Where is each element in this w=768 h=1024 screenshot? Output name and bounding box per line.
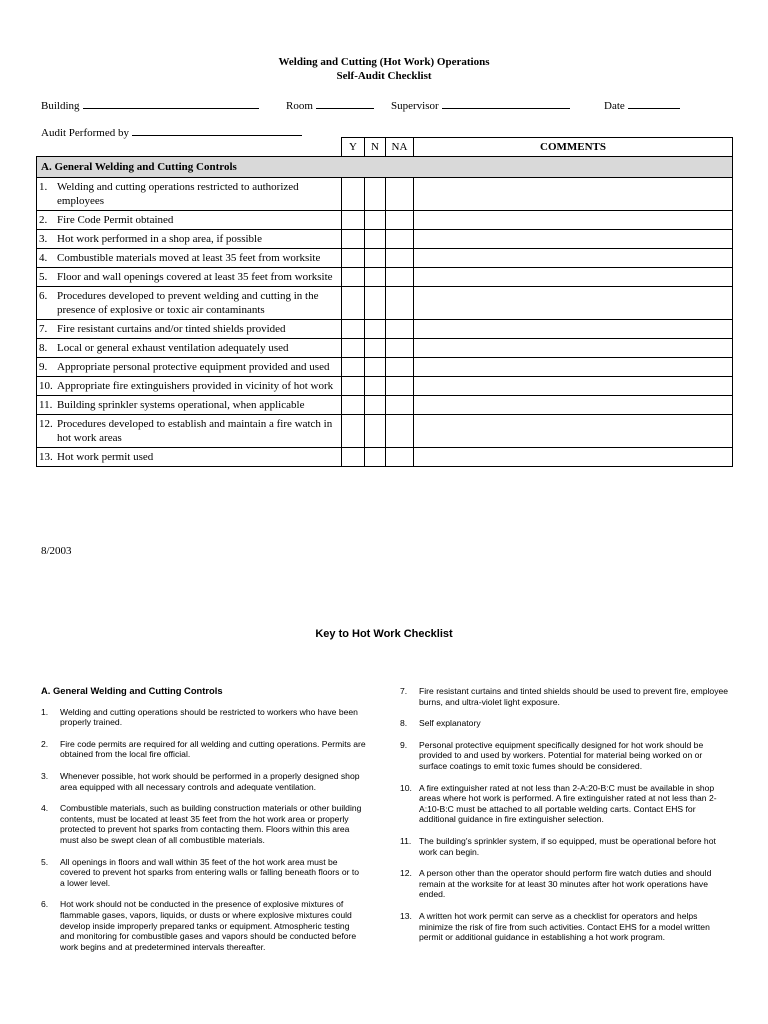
building-field[interactable] xyxy=(41,97,259,112)
key-title: Key to Hot Work Checklist xyxy=(315,628,453,640)
item-number: 8. xyxy=(39,342,48,354)
item-text: Appropriate fire extinguishers provided in vicinity of hot work xyxy=(57,380,334,392)
na-cell[interactable] xyxy=(386,268,414,287)
audit-performed-label: Audit Performed by xyxy=(41,127,129,139)
yes-cell[interactable] xyxy=(342,320,365,339)
key-item-text: Combustible materials, such as building construction materials or other building contents, must be located at least 35 feet from the hot work area or properly protected to prevent hot sparks from contacting them. Floors within this area must also be swept clean of all combustible materials. xyxy=(60,803,362,845)
room-blank[interactable] xyxy=(316,97,374,109)
no-cell[interactable] xyxy=(365,287,386,320)
section-heading: A. General Welding and Cutting Controls xyxy=(37,157,733,178)
item-text: Appropriate personal protective equipment provided and used xyxy=(57,361,330,373)
comments-cell[interactable] xyxy=(414,249,733,268)
na-cell[interactable] xyxy=(386,377,414,396)
key-item xyxy=(400,868,730,900)
key-item xyxy=(41,707,366,728)
item-cell xyxy=(37,339,342,358)
key-item xyxy=(400,718,730,729)
key-section-heading: A. General Welding and Cutting Controls xyxy=(41,685,223,696)
table-row xyxy=(37,249,733,268)
date-blank[interactable] xyxy=(628,97,680,109)
table-row xyxy=(37,287,733,320)
key-item-number: 7. xyxy=(400,686,408,696)
table-row xyxy=(37,211,733,230)
na-cell[interactable] xyxy=(386,287,414,320)
no-cell[interactable] xyxy=(365,249,386,268)
item-cell xyxy=(37,415,342,448)
table-row xyxy=(37,339,733,358)
col-comments-header: COMMENTS xyxy=(414,138,733,157)
item-number: 5. xyxy=(39,271,48,283)
item-number: 4. xyxy=(39,252,48,264)
key-item-number: 10. xyxy=(400,782,412,793)
table-row xyxy=(37,358,733,377)
building-label: Building xyxy=(41,100,80,112)
item-number: 1. xyxy=(39,181,48,193)
item-number: 6. xyxy=(39,290,48,302)
checklist-table xyxy=(36,137,733,467)
no-cell[interactable] xyxy=(365,211,386,230)
key-item-text: Fire resistant curtains and tinted shields should be used to prevent fire, employee burns, and ultra-violet light exposure. xyxy=(419,686,729,707)
key-item-number: 11. xyxy=(400,835,412,846)
key-item xyxy=(41,857,366,889)
table-row xyxy=(37,415,733,448)
na-cell[interactable] xyxy=(386,339,414,358)
yes-cell[interactable] xyxy=(342,358,365,377)
key-item-text: All openings in floors and wall within 35 feet of the hot work area must be covered to prevent hot sparks from entering walls or falling beneath floors or to a lower level. xyxy=(60,856,360,888)
key-item-number: 9. xyxy=(400,739,408,750)
no-cell[interactable] xyxy=(365,415,386,448)
key-item-text: Hot work should not be conducted in the presence of explosive mixtures of flammable gases, vapors, liquids, or dusts or where explosive mixtures could develop inside improperly prepared tanks or equipment. Atmospheric testing and monitoring for combustible gases and vapors should be conducted before work begins and at predetermined intervals thereafter. xyxy=(60,899,357,952)
yes-cell[interactable] xyxy=(342,287,365,320)
comments-cell[interactable] xyxy=(414,339,733,358)
key-item xyxy=(41,739,366,760)
no-cell[interactable] xyxy=(365,377,386,396)
revision-date: 8/2003 xyxy=(41,545,72,557)
item-number: 10. xyxy=(39,380,53,392)
key-item xyxy=(400,836,730,857)
audit-performed-blank[interactable] xyxy=(132,124,302,136)
item-number: 13. xyxy=(39,451,53,463)
item-number: 11. xyxy=(39,399,53,411)
item-cell xyxy=(37,268,342,287)
key-item xyxy=(41,803,366,845)
supervisor-field[interactable] xyxy=(391,97,570,112)
key-item-number: 13. xyxy=(400,910,412,921)
na-cell[interactable] xyxy=(386,249,414,268)
no-cell[interactable] xyxy=(365,358,386,377)
key-item xyxy=(400,783,730,825)
key-item-text: A fire extinguisher rated at not less than 2-A:20-B:C must be available in shop areas where hot work is performed. A fire extinguisher rated at not less than 2-A:10-B:C must be attached to all portable welding carts. Contact EHS for additional guidance in fire extinguisher selection. xyxy=(419,782,717,825)
key-item-text: The building's sprinkler system, if so equipped, must be operational before hot work can begin. xyxy=(419,835,716,857)
comments-cell[interactable] xyxy=(414,396,733,415)
item-text: Welding and cutting operations restricted to authorized employees xyxy=(57,181,299,207)
comments-cell[interactable] xyxy=(414,358,733,377)
key-item-number: 1. xyxy=(41,706,49,717)
item-number: 9. xyxy=(39,361,48,373)
key-item-number: 6. xyxy=(41,899,49,910)
comments-cell[interactable] xyxy=(414,178,733,211)
item-text: Floor and wall openings covered at least 35 feet from worksite xyxy=(57,271,333,283)
comments-cell[interactable] xyxy=(414,448,733,467)
supervisor-blank[interactable] xyxy=(442,97,570,109)
item-cell xyxy=(37,377,342,396)
table-row xyxy=(37,320,733,339)
na-cell[interactable] xyxy=(386,211,414,230)
na-cell[interactable] xyxy=(386,178,414,211)
section-row xyxy=(37,157,733,178)
key-item xyxy=(41,899,366,952)
header-spacer xyxy=(37,138,342,157)
key-item-number: 3. xyxy=(41,770,49,781)
item-number: 3. xyxy=(39,233,48,245)
item-cell xyxy=(37,249,342,268)
yes-cell[interactable] xyxy=(342,268,365,287)
key-item-text: Fire code permits are required for all welding and cutting operations. Permits are obtained from the local fire official. xyxy=(60,738,366,760)
key-left-column xyxy=(41,686,366,963)
key-item xyxy=(400,911,730,943)
item-cell xyxy=(37,230,342,249)
table-row xyxy=(37,448,733,467)
key-item-text: A written hot work permit can serve as a checklist for operators and helps minimize the risk of fire from such activities. Contact EHS for a model written permit or additional guidance in establishing a hot work program. xyxy=(419,910,710,943)
item-cell xyxy=(37,448,342,467)
table-row xyxy=(37,178,733,211)
key-item-text: Welding and cutting operations should be restricted to workers who have been properly trained. xyxy=(60,706,358,728)
no-cell[interactable] xyxy=(365,178,386,211)
supervisor-label: Supervisor xyxy=(391,100,439,112)
key-item xyxy=(41,771,366,792)
key-item-text: Personal protective equipment specifically designed for hot work should be provided to and used by workers. Potential for material being worked on or surface coatings to emit toxic fumes should be considered. xyxy=(419,739,704,771)
col-yes-header: Y xyxy=(342,138,365,157)
document-subtitle: Self-Audit Checklist xyxy=(336,70,432,82)
key-item-text: Whenever possible, hot work should be performed in a properly designed shop area equipped with all necessary controls and adequate ventilation. xyxy=(60,770,360,792)
building-blank[interactable] xyxy=(83,97,259,109)
na-cell[interactable] xyxy=(386,230,414,249)
na-cell[interactable] xyxy=(386,320,414,339)
na-cell[interactable] xyxy=(386,415,414,448)
table-row xyxy=(37,396,733,415)
comments-cell[interactable] xyxy=(414,320,733,339)
item-cell xyxy=(37,211,342,230)
no-cell[interactable] xyxy=(365,268,386,287)
date-field[interactable] xyxy=(604,97,680,112)
key-item-number: 8. xyxy=(400,718,408,729)
no-cell[interactable] xyxy=(365,339,386,358)
col-na-header: NA xyxy=(386,138,414,157)
key-right-column xyxy=(400,686,730,954)
yes-cell[interactable] xyxy=(342,178,365,211)
date-label: Date xyxy=(604,100,625,112)
room-field[interactable] xyxy=(286,97,374,112)
yes-cell[interactable] xyxy=(342,249,365,268)
na-cell[interactable] xyxy=(386,358,414,377)
document-title: Welding and Cutting (Hot Work) Operations xyxy=(278,56,490,68)
item-number: 7. xyxy=(39,323,48,335)
item-number: 2. xyxy=(39,214,48,226)
no-cell[interactable] xyxy=(365,320,386,339)
table-header-row xyxy=(37,138,733,157)
table-row xyxy=(37,268,733,287)
item-cell xyxy=(37,320,342,339)
item-text: Combustible materials moved at least 35 feet from worksite xyxy=(57,252,321,264)
item-text: Hot work permit used xyxy=(57,451,154,463)
yes-cell[interactable] xyxy=(342,339,365,358)
room-label: Room xyxy=(286,100,313,112)
item-cell xyxy=(37,178,342,211)
yes-cell[interactable] xyxy=(342,448,365,467)
na-cell[interactable] xyxy=(386,396,414,415)
comments-cell[interactable] xyxy=(414,211,733,230)
item-cell xyxy=(37,287,342,320)
comments-cell[interactable] xyxy=(414,268,733,287)
yes-cell[interactable] xyxy=(342,415,365,448)
comments-cell[interactable] xyxy=(414,415,733,448)
na-cell[interactable] xyxy=(386,448,414,467)
comments-cell[interactable] xyxy=(414,377,733,396)
key-item-number: 5. xyxy=(41,856,49,867)
col-no-header: N xyxy=(365,138,386,157)
table-row xyxy=(37,230,733,249)
item-number: 12. xyxy=(39,418,53,430)
item-cell xyxy=(37,396,342,415)
item-cell xyxy=(37,358,342,377)
item-text: Building sprinkler systems operational, when applicable xyxy=(57,399,305,411)
item-text: Hot work performed in a shop area, if possible xyxy=(57,233,262,245)
yes-cell[interactable] xyxy=(342,211,365,230)
no-cell[interactable] xyxy=(365,396,386,415)
comments-cell[interactable] xyxy=(414,230,733,249)
item-text: Procedures developed to establish and maintain a fire watch in hot work areas xyxy=(57,418,333,444)
key-item xyxy=(400,686,730,707)
yes-cell[interactable] xyxy=(342,230,365,249)
no-cell[interactable] xyxy=(365,448,386,467)
key-item-number: 2. xyxy=(41,738,49,749)
item-text: Procedures developed to prevent welding and cutting in the presence of explosive or toxic air contaminants xyxy=(57,290,319,316)
item-text: Fire Code Permit obtained xyxy=(57,214,174,226)
key-item-text: Self explanatory xyxy=(419,718,481,729)
key-item-text: A person other than the operator should perform fire watch duties and should remain at the worksite for at least 30 minutes after hot work operations have ended. xyxy=(419,868,712,900)
item-text: Local or general exhaust ventilation adequately used xyxy=(57,342,289,354)
comments-cell[interactable] xyxy=(414,287,733,320)
item-text: Fire resistant curtains and/or tinted shields provided xyxy=(57,323,286,335)
key-item-number: 4. xyxy=(41,803,49,814)
yes-cell[interactable] xyxy=(342,377,365,396)
key-item xyxy=(400,740,730,772)
yes-cell[interactable] xyxy=(342,396,365,415)
key-item-number: 12. xyxy=(400,868,412,879)
no-cell[interactable] xyxy=(365,230,386,249)
table-row xyxy=(37,377,733,396)
